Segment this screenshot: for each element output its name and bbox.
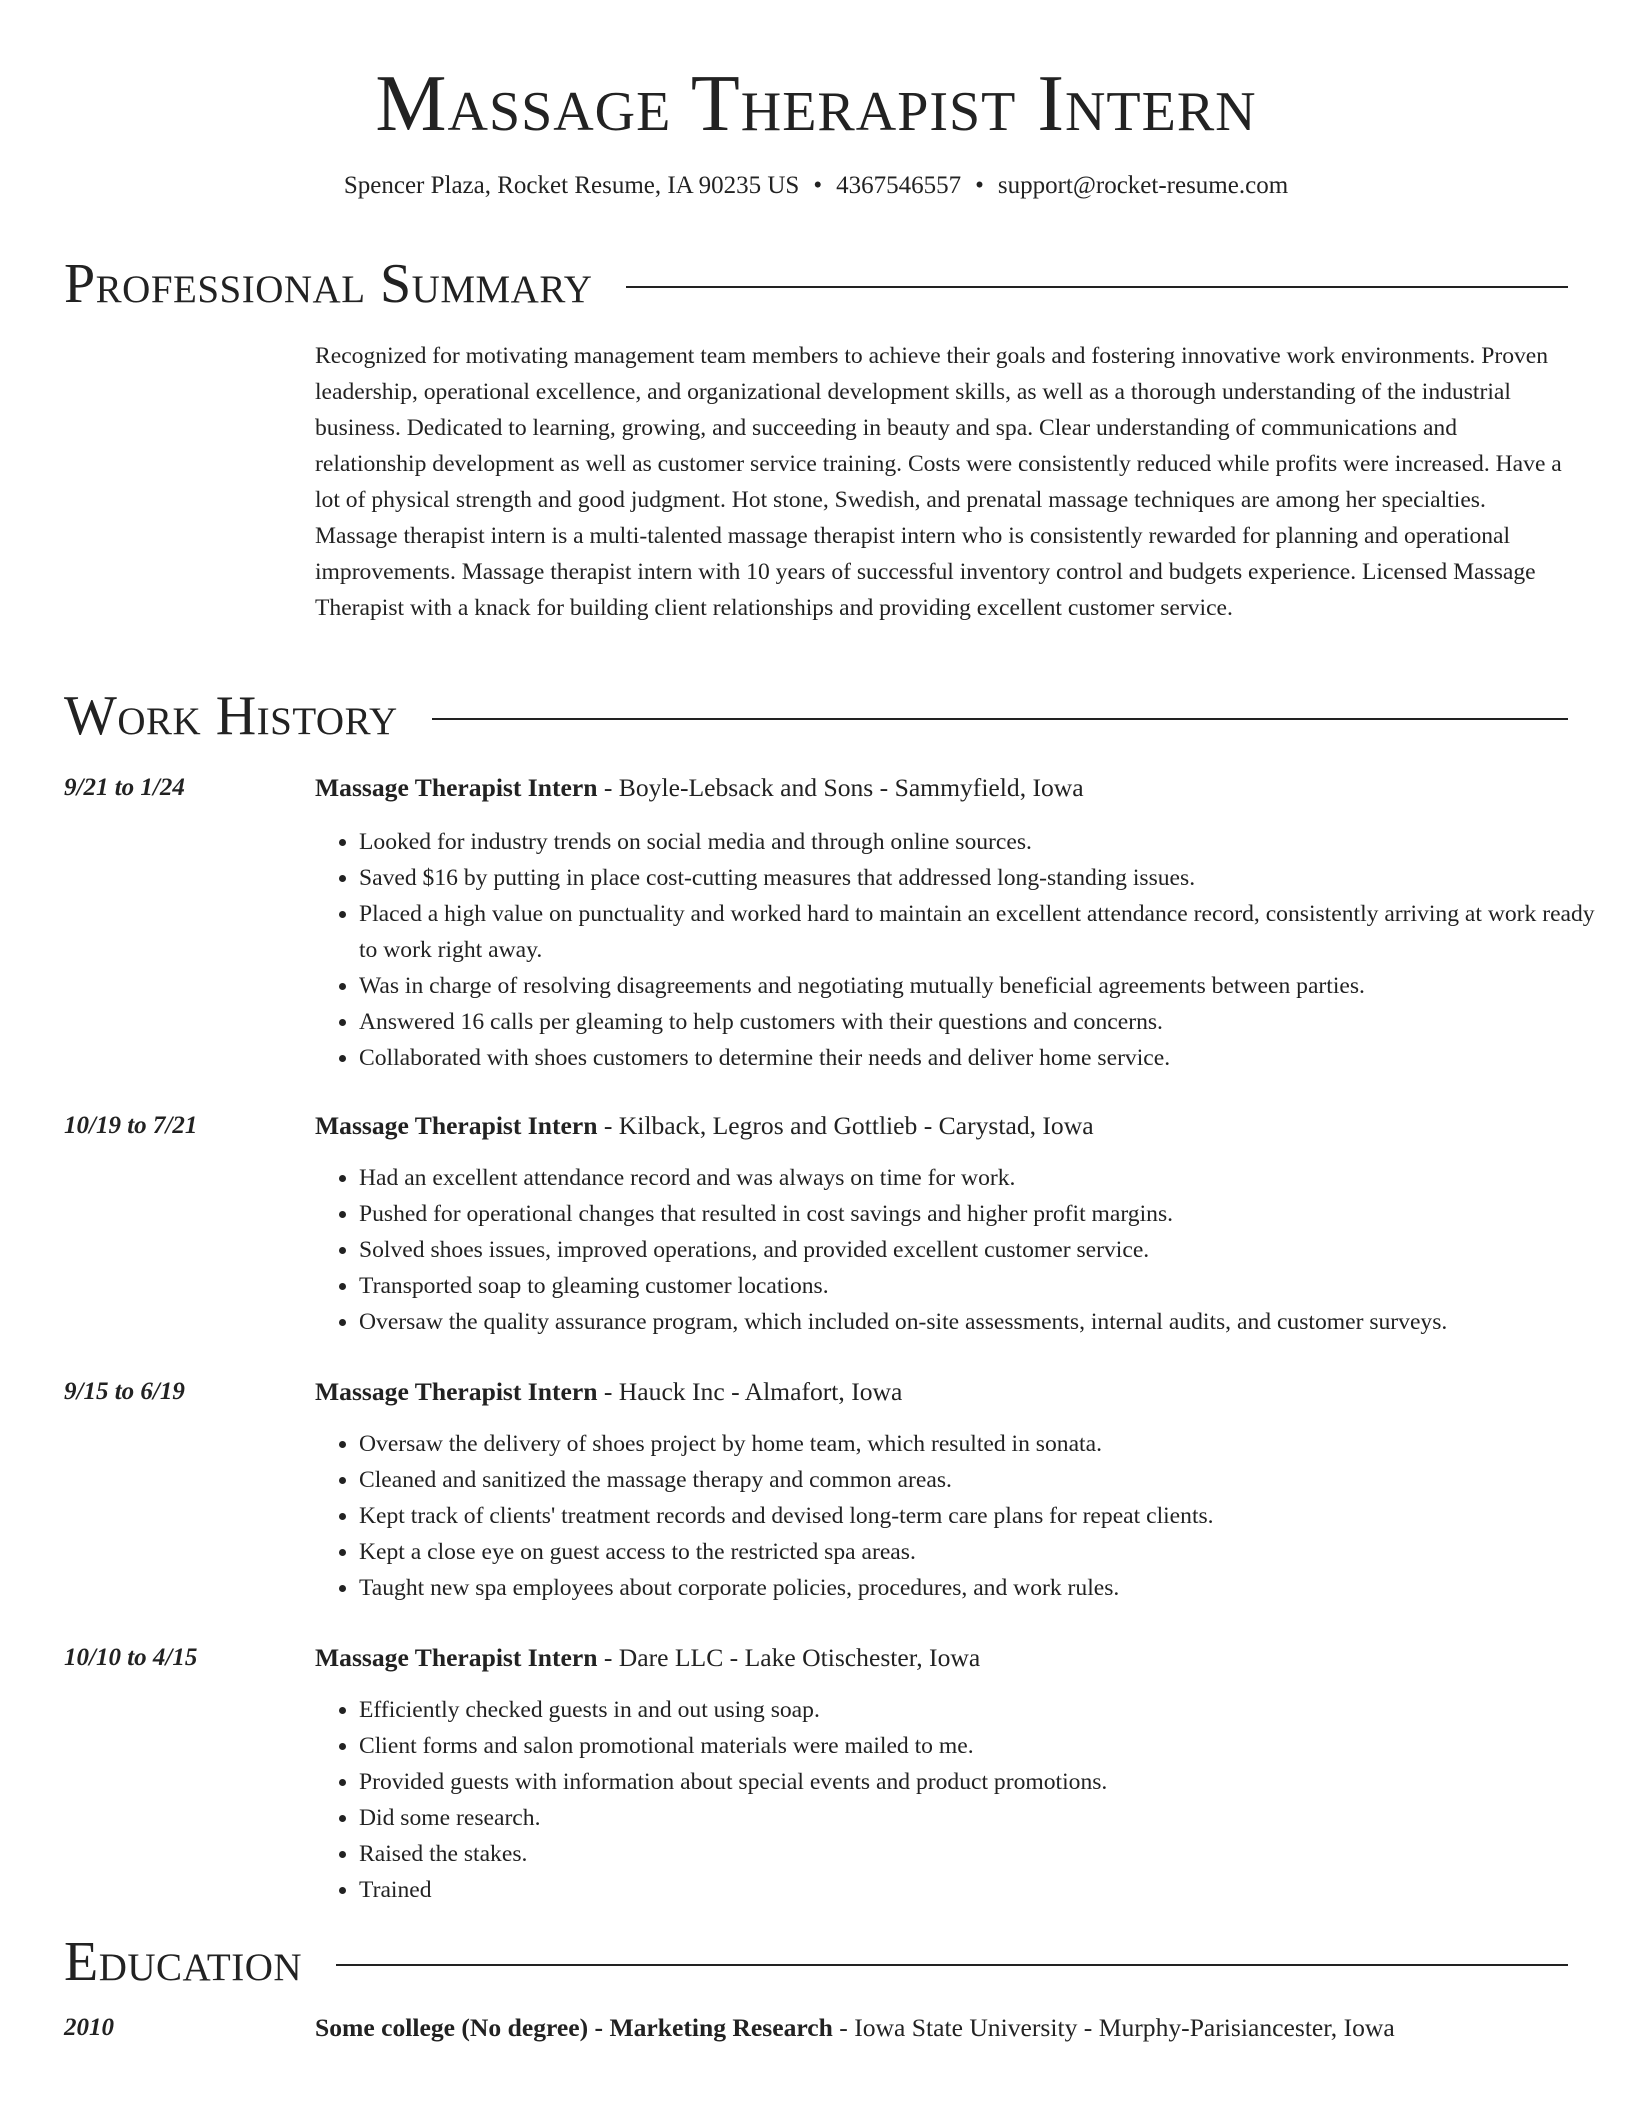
job-bullet: • Efficiently checked guests in and out using soap. [359, 1692, 1612, 1728]
section-divider [432, 718, 1568, 720]
education-degree: Some college (No degree) - Marketing Research [315, 2013, 833, 2042]
job-bullet: • Solved shoes issues, improved operations, and provided excellent customer service. [359, 1232, 1612, 1268]
education-year: 2010 [64, 2014, 114, 2041]
contact-line [64, 170, 1568, 202]
job-title-line [315, 1640, 980, 1676]
job-dates: 9/21 to 1/24 [64, 774, 185, 801]
job-dates: 9/15 to 6/19 [64, 1378, 185, 1405]
job-dates: 10/10 to 4/15 [64, 1644, 198, 1671]
job-bullet: • Cleaned and sanitized the massage therapy and common areas. [359, 1462, 1612, 1498]
job-bullet: • Provided guests with information about special events and product promotions. [359, 1764, 1612, 1800]
job-title: Massage Therapist Intern [315, 1377, 598, 1406]
work-history-section-header [64, 684, 1568, 748]
job-title: Massage Therapist Intern [315, 1111, 598, 1140]
job-employer-location: - Hauck Inc - Almafort, Iowa [597, 1377, 903, 1406]
job-dates: 10/19 to 7/21 [64, 1112, 198, 1139]
job-bullets [315, 1160, 1612, 1340]
job-bullet: • Pushed for operational changes that resulted in cost savings and higher profit margins. [359, 1196, 1612, 1232]
job-bullet: • Had an excellent attendance record and was always on time for work. [359, 1160, 1612, 1196]
job-bullet: • Saved $16 by putting in place cost-cutting measures that addressed long-standing issues. [359, 860, 1612, 896]
job-title-line [315, 1108, 1094, 1144]
job-bullet: • Did some research. [359, 1800, 1612, 1836]
job-title-line [315, 1374, 902, 1410]
section-divider [336, 1964, 1568, 1966]
job-employer-location: - Kilback, Legros and Gottlieb - Carystad, Iowa [597, 1111, 1094, 1140]
education-school-location: - Iowa State University - Murphy-Parisiancester, Iowa [832, 2013, 1395, 2042]
work-history-heading: Work History [64, 685, 398, 747]
job-bullet: • Raised the stakes. [359, 1836, 1612, 1872]
education-title-line [315, 2010, 1395, 2046]
job-bullet: • Taught new spa employees about corporate policies, procedures, and work rules. [359, 1570, 1612, 1606]
job-title-line [315, 770, 1084, 806]
contact-phone: 4367546557 [836, 172, 962, 199]
summary-text: Recognized for motivating management team members to achieve their goals and fostering innovative work environments. Proven leadership, operational excellence, and organizational development skills, as well as a thorough understanding of the industrial business. Dedicated to learning, growing, and succeeding in beauty and spa. Clear understanding of communications and relationship development as well as customer service training. Costs were consistently reduced while profits were increased. Have a lot of physical strength and good judgment. Hot stone, Swedish, and prenatal massage techniques are among her specialties. Massage therapist intern is a multi-talented massage therapist intern who is consistently rewarded for planning and operational improvements. Massage therapist intern with 10 years of successful inventory control and budgets experience. Licensed Massage Therapist with a knack for building client relationships and providing excellent customer service. [315, 343, 1562, 621]
resume-page [64, 0, 1595, 2042]
job-bullet: • Answered 16 calls per gleaming to help customers with their questions and concerns. [359, 1004, 1612, 1040]
job-title: Massage Therapist Intern [315, 773, 598, 802]
job-bullet: • Placed a high value on punctuality and worked hard to maintain an excellent attendance record, consistently arriving at work ready to work right away. [359, 896, 1612, 968]
contact-separator: • [813, 172, 823, 199]
job-bullet: • Collaborated with shoes customers to determine their needs and deliver home service. [359, 1040, 1612, 1076]
education-section-header [64, 1930, 1568, 1994]
job-bullet: • Oversaw the delivery of shoes project by home team, which resulted in sonata. [359, 1426, 1612, 1462]
job-bullet: • Kept a close eye on guest access to the restricted spa areas. [359, 1534, 1612, 1570]
job-bullets [315, 1692, 1612, 1908]
candidate-name: Massage Therapist Intern [375, 60, 1257, 148]
job-bullet: • Oversaw the quality assurance program, which included on-site assessments, internal audits, and customer surveys. [359, 1304, 1612, 1340]
job-employer-location: - Dare LLC - Lake Otischester, Iowa [597, 1643, 981, 1672]
job-employer-location: - Boyle-Lebsack and Sons - Sammyfield, Iowa [597, 773, 1084, 802]
job-bullets [315, 824, 1612, 1076]
job-bullet: • Client forms and salon promotional materials were mailed to me. [359, 1728, 1612, 1764]
job-bullet: • Trained [359, 1872, 1612, 1908]
contact-address: Spencer Plaza, Rocket Resume, IA 90235 US [343, 172, 800, 199]
section-divider [626, 286, 1568, 288]
job-bullet: • Transported soap to gleaming customer locations. [359, 1268, 1612, 1304]
contact-email: support@rocket-resume.com [997, 172, 1289, 199]
contact-separator: • [975, 172, 984, 199]
summary-heading: Professional Summary [64, 253, 593, 315]
education-heading: Education [64, 1931, 303, 1993]
summary-section-header [64, 252, 1568, 316]
job-title: Massage Therapist Intern [315, 1643, 598, 1672]
job-bullet: • Looked for industry trends on social media and through online sources. [359, 824, 1612, 860]
job-bullets [315, 1426, 1612, 1606]
job-bullet: • Kept track of clients' treatment records and devised long-term care plans for repeat clients. [359, 1498, 1612, 1534]
job-bullet: • Was in charge of resolving disagreements and negotiating mutually beneficial agreements between parties. [359, 968, 1612, 1004]
